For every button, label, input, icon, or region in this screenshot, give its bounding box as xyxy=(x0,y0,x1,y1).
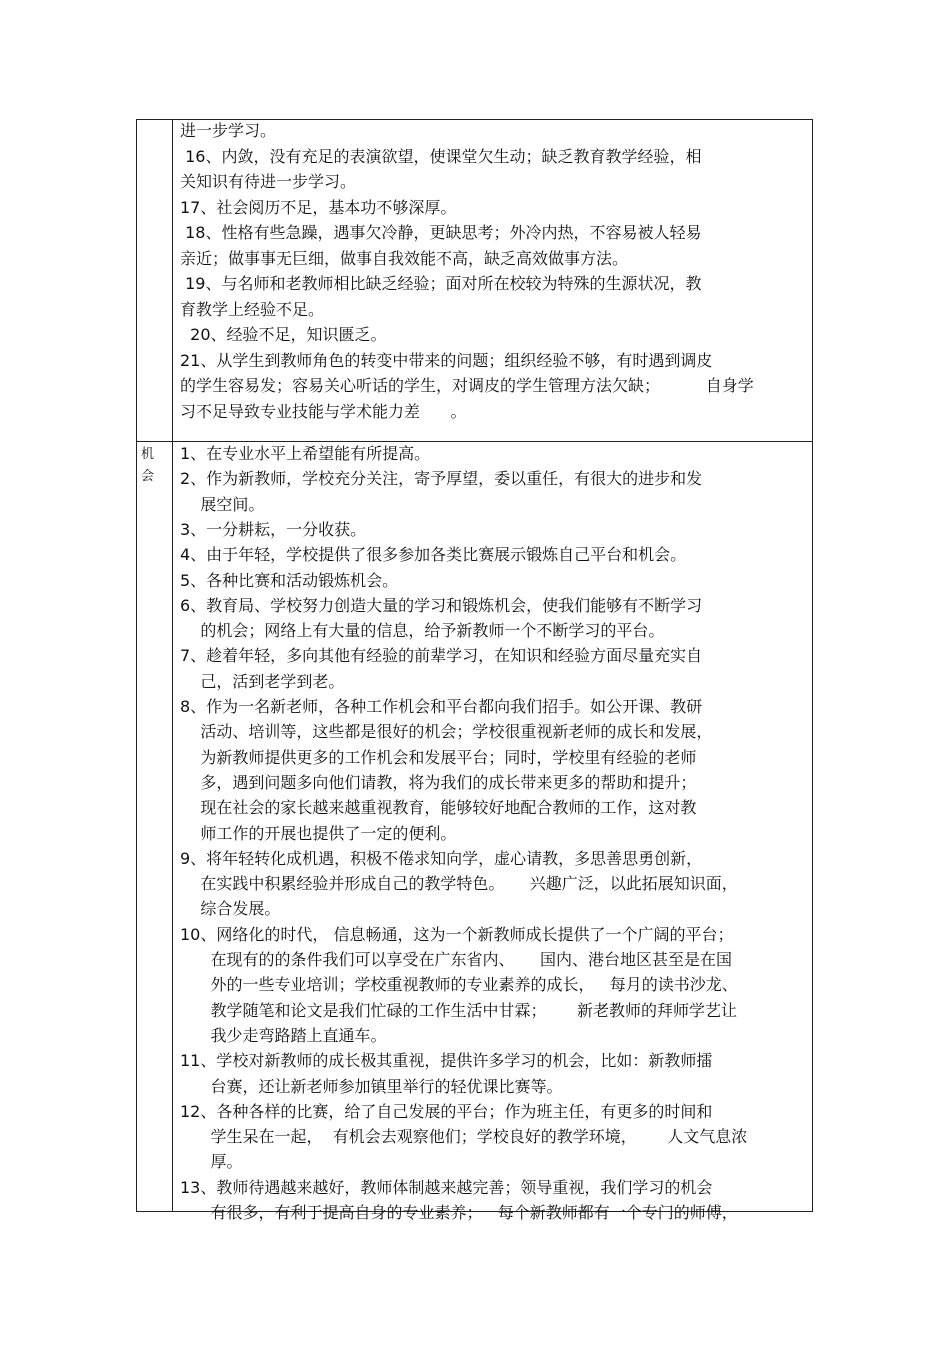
weakness-line: 19、与名师和老教师相比缺乏经验；面对所在校较为特殊的生源状况，教 xyxy=(180,274,702,293)
opportunity-line: 综合发展。 xyxy=(180,899,281,918)
opportunity-line: 为新教师提供更多的工作机会和发展平台；同时，学校里有经验的老师 xyxy=(180,748,697,767)
weakness-line: 进一步学习。 xyxy=(180,121,277,140)
weakness-line: 17、社会阅历不足，基本功不够深厚。 xyxy=(180,198,457,217)
table-column-divider xyxy=(172,119,173,1212)
opportunity-line: 10、网络化的时代， 信息畅通，这为一个新教师成长提供了一个广阔的平台； xyxy=(180,925,734,944)
opportunity-line: 师工作的开展也提供了一定的便利。 xyxy=(180,824,457,843)
opportunity-label-2: 会 xyxy=(141,469,155,484)
opportunity-line: 的机会；网络上有大量的信息，给予新教师一个不断学习的平台。 xyxy=(180,621,665,640)
opportunity-line: 己，活到老学到老。 xyxy=(180,672,345,691)
weakness-line: 关知识有待进一步学习。 xyxy=(180,172,357,191)
opportunity-line: 我少走弯路踏上直通车。 xyxy=(180,1026,387,1045)
opportunity-line: 学生呆在一起， 有机会去观察他们；学校良好的教学环境， 人文气息浓 xyxy=(180,1127,748,1146)
weakness-line: 育教学上经验不足。 xyxy=(180,300,325,319)
opportunity-line: 教学随笔和论文是我们忙碌的工作生活中甘霖； 新老教师的拜师学艺让 xyxy=(180,1001,738,1020)
opportunity-line: 现在社会的家长越来越重视教育，能够较好地配合教师的工作，这对教 xyxy=(180,798,697,817)
opportunity-line: 有很多，有利于提高自身的专业素养； 每个新教师都有一个专门的师傅， xyxy=(180,1203,738,1222)
opportunity-line: 5、各种比赛和活动锻炼机会。 xyxy=(180,571,399,590)
weakness-line: 16、内敛，没有充足的表演欲望，使课堂欠生动；缺乏教育教学经验，相 xyxy=(180,147,702,166)
opportunity-line: 2、作为新教师，学校充分关注，寄予厚望，委以重任，有很大的进步和发 xyxy=(180,469,703,488)
opportunity-label-1: 机 xyxy=(141,447,155,462)
opportunity-line: 4、由于年轻，学校提供了很多参加各类比赛展示锻炼自己平台和机会。 xyxy=(180,545,687,564)
opportunity-line: 11、学校对新教师的成长极其重视，提供许多学习的机会，比如：新教师擂 xyxy=(180,1051,713,1070)
opportunity-line: 13、教师待遇越来越好，教师体制越来越完善；领导重视，我们学习的机会 xyxy=(180,1178,713,1197)
opportunity-line: 展空间。 xyxy=(180,495,265,514)
opportunity-line: 7、趁着年轻，多向其他有经验的前辈学习，在知识和经验方面尽量充实自 xyxy=(180,646,703,665)
weakness-line: 18、性格有些急躁，遇事欠冷静，更缺思考；外冷内热，不容易被人轻易 xyxy=(180,223,702,242)
opportunity-line: 台赛，还让新老师参加镇里举行的轻优课比赛等。 xyxy=(180,1077,563,1096)
weakness-line: 21、从学生到教师角色的转变中带来的问题；组织经验不够，有时遇到调皮 xyxy=(180,351,713,370)
opportunity-line: 8、作为一名新老师，各种工作机会和平台都向我们招手。如公开课、教研 xyxy=(180,697,703,716)
opportunity-line: 9、将年轻转化成机遇，积极不倦求知向学，虚心请教，多思善思勇创新， xyxy=(180,849,703,868)
weakness-line: 亲近；做事事无巨细，做事自我效能不高，缺乏高效做事方法。 xyxy=(180,249,629,268)
opportunity-line: 在现有的的条件我们可以享受在广东省内、 国内、港台地区甚至是在国 xyxy=(180,950,732,969)
opportunity-line: 多，遇到问题多向他们请教，将为我们的成长带来更多的帮助和提升； xyxy=(180,773,697,792)
opportunity-line: 活动、培训等，这些都是很好的机会；学校很重视新老师的成长和发展， xyxy=(180,722,713,741)
opportunity-line: 1、在专业水平上希望能有所提高。 xyxy=(180,444,431,463)
table-row-divider xyxy=(136,441,813,442)
opportunity-line: 6、教育局、学校努力创造大量的学习和锻炼机会，使我们能够有不断学习 xyxy=(180,596,703,615)
opportunity-line: 12、各种各样的比赛，给了自己发展的平台；作为班主任，有更多的时间和 xyxy=(180,1102,713,1121)
weakness-line: 习不足导致专业技能与学术能力差 。 xyxy=(180,402,467,421)
opportunity-line: 在实践中积累经验并形成自己的教学特色。 兴趣广泛，以此拓展知识面， xyxy=(180,874,738,893)
weakness-line: 20、经验不足，知识匮乏。 xyxy=(180,325,387,344)
opportunity-line: 厚。 xyxy=(180,1152,243,1171)
opportunity-line: 外的一些专业培训；学校重视教师的专业素养的成长， 每月的读书沙龙、 xyxy=(180,975,738,994)
opportunity-line: 3、一分耕耘，一分收获。 xyxy=(180,520,367,539)
weakness-line: 的学生容易发；容易关心听话的学生，对调皮的学生管理方法欠缺； 自身学 xyxy=(180,376,754,395)
